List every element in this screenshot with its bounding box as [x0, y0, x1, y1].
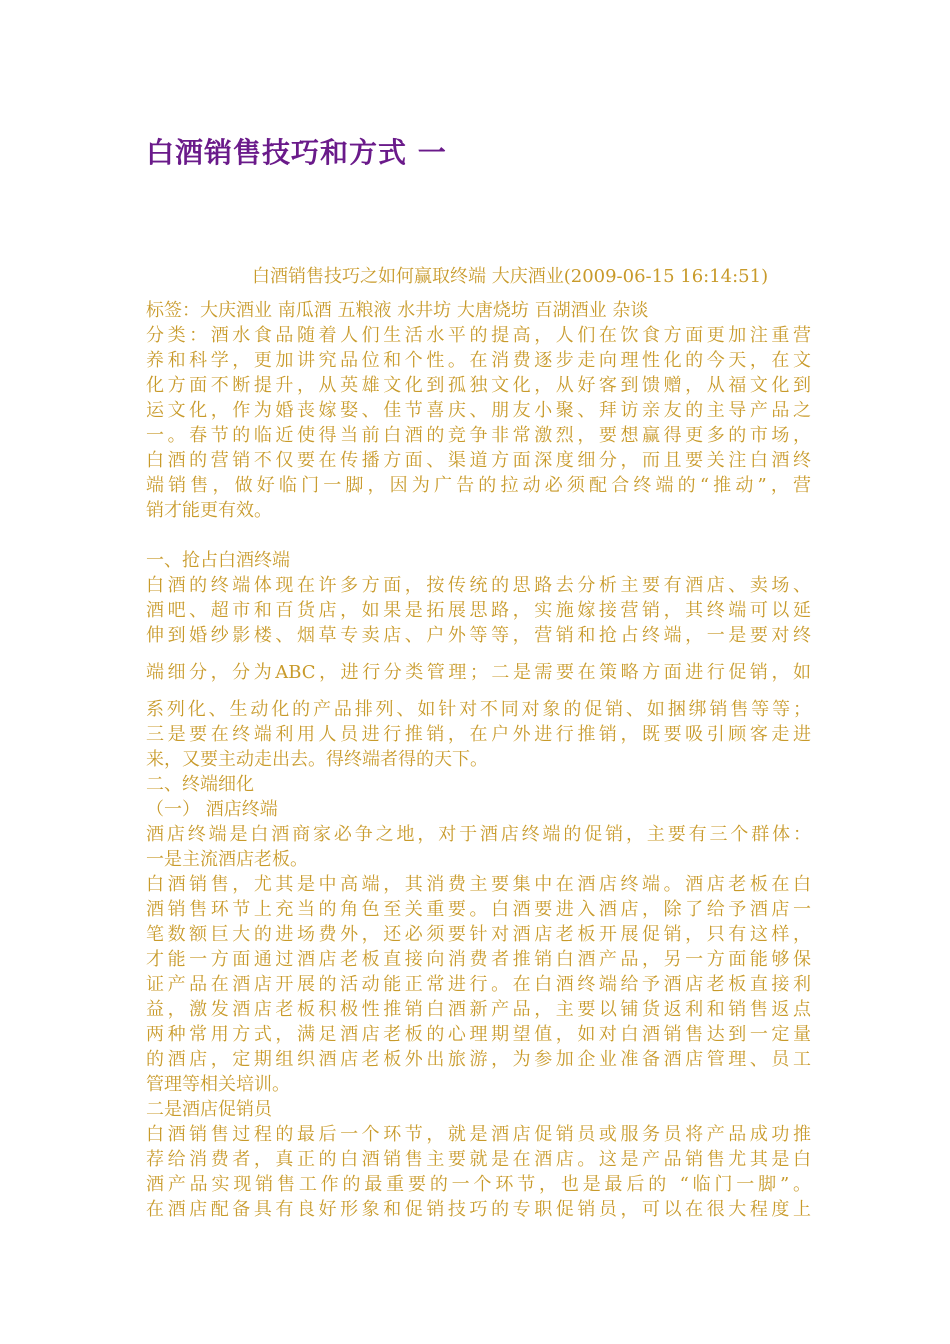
paragraph-line: 端细分，分为ABC，进行分类管理；二是需要在策略方面进行促销，如 — [146, 662, 811, 683]
paragraph-line: 三是要在终端利用人员进行推销，在户外进行推销，既要吸引顾客走进 — [146, 724, 811, 745]
paragraph-line: 白酒销售过程的最后一个环节，就是酒店促销员或服务员将产品成功推 — [146, 1124, 811, 1145]
tags-line: 标签：大庆酒业 南瓜酒 五粮液 水井坊 大唐烧坊 百湖酒业 杂谈 — [146, 300, 649, 321]
document-title: 白酒销售技巧和方式 一 — [146, 136, 447, 169]
paragraph-line: 分类：酒水食品随着人们生活水平的提高，人们在饮食方面更加注重营 — [146, 325, 811, 346]
subsection-heading: （一） 酒店终端 — [146, 799, 278, 820]
paragraph-line: 一。春节的临近使得当前白酒的竞争非常激烈，要想赢得更多的市场， — [146, 425, 811, 446]
paragraph-line: 酒产品实现销售工作的最重要的一个环节，也是最后的 “临门一脚”。 — [146, 1174, 811, 1195]
paragraph-line: 的酒店，定期组织酒店老板外出旅游，为参加企业准备酒店管理、员工 — [146, 1049, 811, 1070]
paragraph-line: 化方面不断提升，从英雄文化到孤独文化，从好客到馈赠，从福文化到 — [146, 375, 811, 396]
paragraph-line: 伸到婚纱影楼、烟草专卖店、户外等等，营销和抢占终端，一是要对终 — [146, 625, 811, 646]
paragraph-line: 端销售，做好临门一脚，因为广告的拉动必须配合终端的“推动”，营 — [146, 475, 811, 496]
paragraph-line: 销才能更有效。 — [146, 500, 272, 521]
paragraph-line: 系列化、生动化的产品排列、如针对不同对象的促销、如捆绑销售等等； — [146, 699, 811, 720]
paragraph-line: 白酒的营销不仅要在传播方面、渠道方面深度细分，而且要关注白酒终 — [146, 450, 811, 471]
subsection-heading: 二是酒店促销员 — [146, 1099, 272, 1120]
paragraph-line: 笔数额巨大的进场费外，还必须要针对酒店老板开展促销，只有这样， — [146, 924, 811, 945]
paragraph-line: 白酒的终端体现在许多方面，按传统的思路去分析主要有酒店、卖场、 — [146, 575, 811, 596]
paragraph-line: 运文化，作为婚丧嫁娶、佳节喜庆、朋友小聚、拜访亲友的主导产品之 — [146, 400, 811, 421]
paragraph-line: 管理等相关培训。 — [146, 1074, 290, 1095]
paragraph-line: 两种常用方式，满足酒店老板的心理期望值，如对白酒销售达到一定量 — [146, 1024, 811, 1045]
paragraph-line: 益，激发酒店老板积极性推销白酒新产品，主要以铺货返利和销售返点 — [146, 999, 811, 1020]
article-body — [146, 298, 811, 1222]
paragraph-line: 在酒店配备具有良好形象和促销技巧的专职促销员，可以在很大程度上 — [146, 1199, 811, 1220]
paragraph-line: 来，又要主动走出去。得终端者得的天下。 — [146, 749, 488, 770]
paragraph-line: 才能一方面通过酒店老板直接向消费者推销白酒产品，另一方面能够保 — [146, 949, 811, 970]
section-heading: 二、终端细化 — [146, 774, 254, 795]
paragraph-line: 白酒销售，尤其是中高端，其消费主要集中在酒店终端。酒店老板在白 — [146, 874, 811, 895]
paragraph-line: 荐给消费者，真正的白酒销售主要就是在酒店。这是产品销售尤其是白 — [146, 1149, 811, 1170]
section-heading: 一、抢占白酒终端 — [146, 550, 290, 571]
paragraph-gap — [146, 523, 811, 548]
paragraph-line: 一是主流酒店老板。 — [146, 849, 308, 870]
paragraph-line: 酒吧、超市和百货店，如果是拓展思路，实施嫁接营销，其终端可以延 — [146, 600, 811, 621]
paragraph-line: 酒店终端是白酒商家必争之地，对于酒店终端的促销，主要有三个群体： — [146, 824, 811, 845]
paragraph-line: 证产品在酒店开展的活动能正常进行。在白酒终端给予酒店老板直接利 — [146, 974, 811, 995]
paragraph-line: 酒销售环节上充当的角色至关重要。白酒要进入酒店，除了给予酒店一 — [146, 899, 811, 920]
article-subtitle: 白酒销售技巧之如何赢取终端 大庆酒业(2009-06-15 16:14:51) — [252, 266, 769, 287]
paragraph-line: 养和科学，更加讲究品位和个性。在消费逐步走向理性化的今天，在文 — [146, 350, 811, 371]
